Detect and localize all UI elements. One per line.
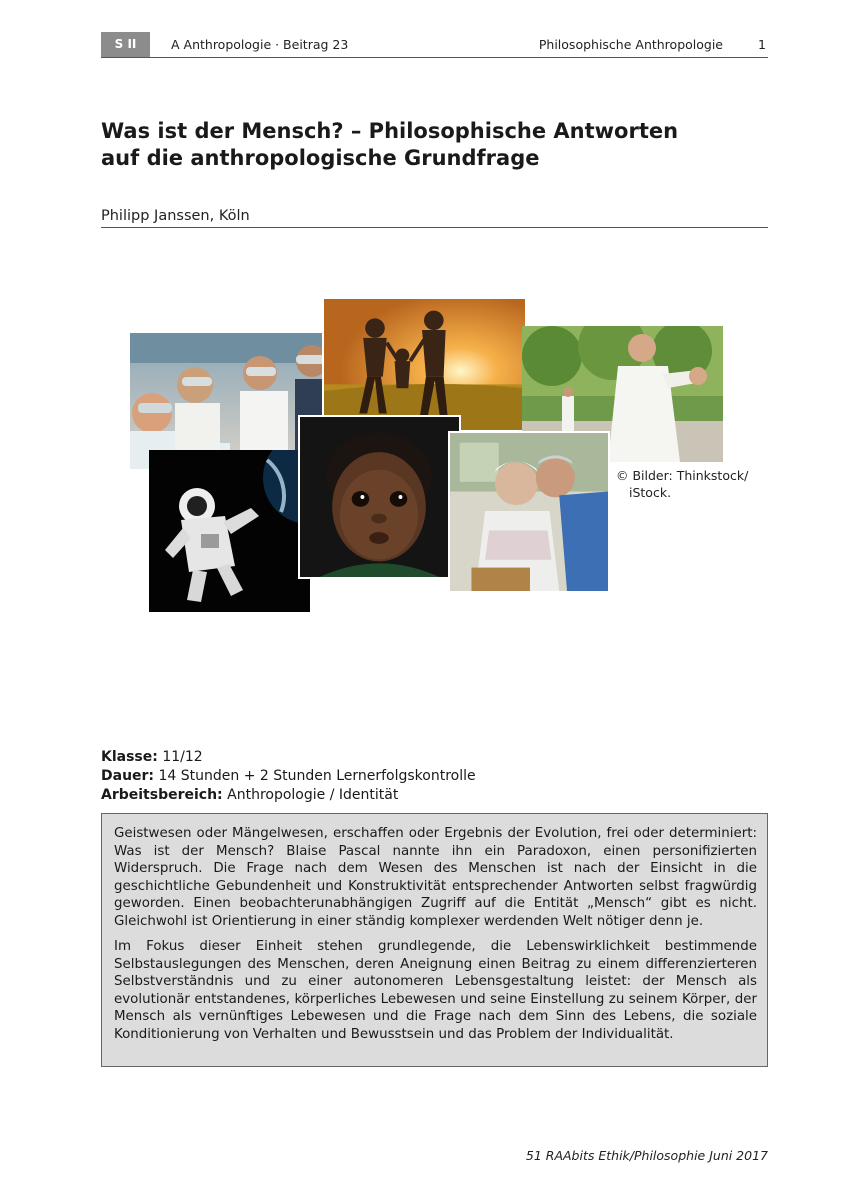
dauer-value: 14 Stunden + 2 Stunden Lernerfolgskontrolle xyxy=(158,768,476,784)
credit-line-2: iStock. xyxy=(629,485,672,500)
arbeitsbereich-label: Arbeitsbereich: xyxy=(101,787,223,803)
page-header xyxy=(101,32,768,58)
meta-arbeitsbereich xyxy=(101,786,476,805)
meta-klasse xyxy=(101,748,476,767)
klasse-label: Klasse: xyxy=(101,749,158,765)
elderly-couple-kiss-photo xyxy=(448,431,610,593)
arbeitsbereich-value: Anthropologie / Identität xyxy=(227,787,399,803)
klasse-value: 11/12 xyxy=(162,749,203,765)
course-meta xyxy=(101,748,476,805)
page-number: 1 xyxy=(758,37,766,52)
section-label: A Anthropologie · Beitrag 23 xyxy=(171,37,349,52)
title-line-2: auf die anthropologische Grundfrage xyxy=(101,146,540,170)
author: Philipp Janssen, Köln xyxy=(101,208,768,228)
astronaut-space-photo xyxy=(149,450,310,612)
family-sunset-field-photo xyxy=(322,297,527,432)
baby-portrait-photo xyxy=(298,415,461,579)
meta-dauer xyxy=(101,767,476,786)
topic-label: Philosophische Anthropologie xyxy=(538,37,723,52)
abstract-box xyxy=(101,813,768,1067)
document-title xyxy=(101,118,768,172)
dauer-label: Dauer: xyxy=(101,768,155,784)
page-footer: 51 RAAbits Ethik/Philosophie Juni 2017 xyxy=(525,1148,768,1163)
level-badge: S II xyxy=(101,32,150,57)
image-credit xyxy=(616,467,748,501)
abstract-paragraph-1: Geistwesen oder Mängelwesen, erschaffen oder Ergebnis der Evolution, frei oder determiniert: Was ist der Mensch? Blaise Pascal nannte ihn ein Paradoxon, einen personifizierten Widerspruch. Die Frage nach dem Wesen des Menschen ist nach der Einsicht in die geschichtliche Gebundenheit und Konstruktivität entsprechender Antworten selbst fragwürdig geworden. Einen beobachterunabhängigen Zugriff auf die Entität „Mensch“ gibt es nicht. Gleichwohl ist Orientierung in einer ständig komplexer werdenden Welt nötiger denn je. xyxy=(114,826,757,929)
title-line-1: Was ist der Mensch? – Philosophische Antworten xyxy=(101,119,679,143)
abstract-paragraph-2: Im Fokus dieser Einheit stehen grundlegende, die Lebenswirklichkeit bestimmende Selbstauslegungen des Menschen, deren Aneignung einen Beitrag zu einem differenzierteren Selbstverständnis und zu einer autonomeren Lebensgestaltung leistet: der Mensch als evolutionär entstandenes, körperliches Lebewesen und seine Einstellung zu seinem Körper, der Mensch als vernünftiges Lebewesen und die Frage nach dem Sinn des Lebens, die soziale Konditionierung von Verhalten und Bewusstsein und das Problem der Individualität. xyxy=(114,939,757,1042)
credit-line-1: © Bilder: Thinkstock/ xyxy=(616,468,749,483)
